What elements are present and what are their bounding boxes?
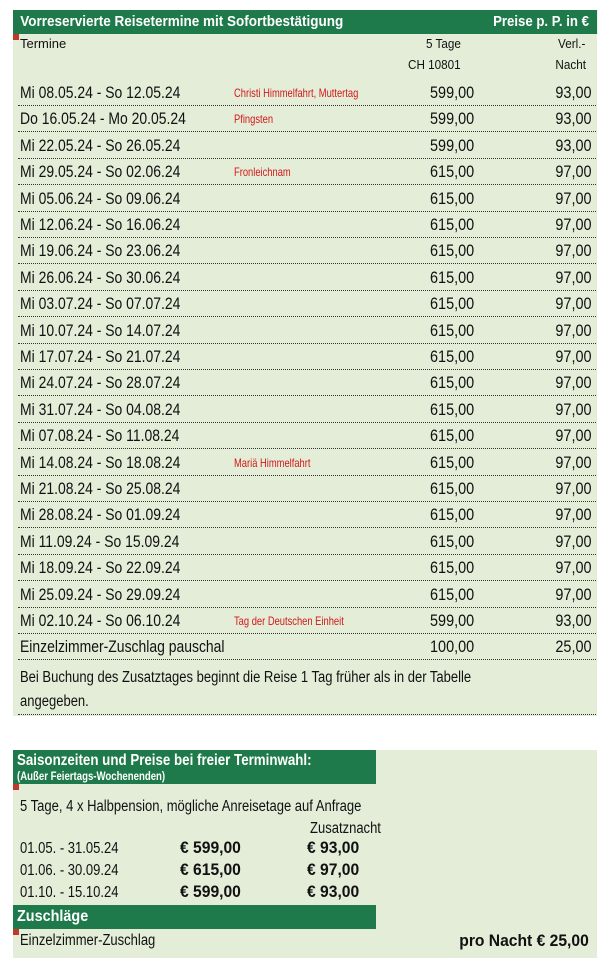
col-extra-night-header: Zusatznacht (310, 820, 381, 837)
price-5-days: 615,00 (430, 584, 475, 604)
date-row (18, 159, 596, 185)
price-extra-night: 97,00 (555, 452, 592, 472)
price-5-days: 615,00 (430, 558, 475, 578)
date-row (18, 265, 596, 291)
date-range: Mi 14.08.24 - So 18.08.24 (20, 452, 181, 472)
date-row (18, 423, 596, 449)
date-row (18, 186, 596, 212)
price-extra-night: 97,00 (555, 294, 592, 314)
price-extra-night: 97,00 (555, 479, 592, 498)
date-range: Mi 28.08.24 - So 01.09.24 (20, 505, 181, 525)
price-extra-night: 97,00 (555, 215, 592, 234)
price-extra-night: 97,00 (555, 162, 592, 182)
date-range: Mi 31.07.24 - So 04.08.24 (20, 399, 181, 419)
corner-marker (13, 784, 19, 790)
price-extra-night: 97,00 (555, 505, 592, 525)
season-range: 01.05. - 31.05.24 (20, 840, 119, 857)
single-room-surcharge-label: Einzelzimmer-Zuschlag (20, 932, 156, 949)
free-dates-panel (13, 750, 597, 958)
price-5-days: 615,00 (430, 373, 475, 393)
price-5-days: 615,00 (430, 347, 475, 366)
booking-note (20, 666, 580, 714)
date-range: Mi 10.07.24 - So 14.07.24 (20, 320, 181, 340)
price-5-days: 615,00 (430, 215, 475, 234)
date-range: Mi 11.09.24 - So 15.09.24 (20, 531, 180, 551)
date-row (18, 291, 596, 317)
booking-note-line-1: Bei Buchung des Zusatztages beginnt die Reise 1 Tag früher als in der Tabelle (20, 669, 472, 686)
corner-marker (13, 929, 19, 935)
season-price: € 599,00 (180, 838, 241, 857)
free-dates-header (13, 750, 376, 784)
price-extra-night: 97,00 (555, 373, 592, 393)
price-extra-night: 93,00 (555, 135, 592, 155)
date-range: Do 16.05.24 - Mo 20.05.24 (20, 109, 186, 129)
date-range: Mi 18.09.24 - So 22.09.24 (20, 558, 181, 578)
season-extra-night: € 97,00 (307, 860, 360, 879)
holiday-note: Christi Himmelfahrt, Muttertag (234, 86, 359, 100)
date-range: Mi 08.05.24 - So 12.05.24 (20, 83, 181, 102)
date-range: Mi 17.07.24 - So 21.07.24 (20, 347, 181, 366)
date-row (18, 370, 596, 396)
price-extra-night: 97,00 (555, 347, 592, 366)
price-extra-night: 93,00 (555, 109, 592, 129)
date-range: Mi 03.07.24 - So 07.07.24 (20, 294, 181, 314)
price-extra-night: 25,00 (555, 637, 592, 657)
holiday-note: Fronleichnam (234, 165, 291, 180)
season-price: € 615,00 (180, 860, 241, 879)
price-5-days: 599,00 (430, 83, 475, 102)
price-extra-night: 97,00 (555, 320, 592, 340)
date-row (18, 212, 596, 238)
price-extra-night: 97,00 (555, 558, 592, 578)
fixed-dates-title: Vorreservierte Reisetermine mit Sofortbestätigung (20, 13, 344, 30)
price-5-days: 615,00 (430, 452, 475, 472)
date-row (18, 133, 596, 159)
price-extra-night: 97,00 (555, 188, 592, 208)
price-5-days: 615,00 (430, 294, 475, 314)
date-row (18, 80, 596, 106)
col-ext-header: Verl.- (557, 36, 585, 51)
price-extra-night: 93,00 (555, 83, 592, 102)
holiday-note: Pfingsten (234, 112, 274, 127)
panel-bottom-rule (18, 714, 596, 715)
price-5-days: 100,00 (430, 637, 475, 657)
date-row (18, 582, 596, 608)
price-5-days: 599,00 (430, 611, 475, 630)
price-5-days: 599,00 (430, 135, 475, 155)
date-row (18, 608, 596, 634)
price-5-days: 615,00 (430, 426, 475, 446)
date-row (18, 397, 596, 423)
date-range: Mi 22.05.24 - So 26.05.24 (20, 135, 181, 155)
price-5-days: 615,00 (430, 267, 475, 287)
fixed-dates-panel (13, 10, 597, 716)
date-range: Mi 07.08.24 - So 11.08.24 (20, 426, 180, 446)
price-extra-night: 97,00 (555, 267, 592, 287)
date-row (18, 476, 596, 502)
date-row (18, 450, 596, 476)
booking-note-line-2: angegeben. (20, 693, 89, 710)
holiday-note: Tag der Deutschen Einheit (234, 614, 344, 628)
surcharges-title: Zuschläge (17, 908, 89, 925)
date-range: Mi 12.06.24 - So 16.06.24 (20, 215, 181, 234)
price-extra-night: 97,00 (555, 426, 592, 446)
season-extra-night: € 93,00 (307, 838, 360, 857)
date-range: Mi 25.09.24 - So 29.09.24 (20, 584, 181, 604)
free-dates-title: Saisonzeiten und Preise bei freier Terminwahl: (17, 752, 312, 769)
prices-note: Preise p. P. in € (493, 13, 589, 30)
date-range: Mi 05.06.24 - So 09.06.24 (20, 188, 181, 208)
date-range: Mi 21.08.24 - So 25.08.24 (20, 479, 181, 498)
date-row (18, 318, 596, 344)
date-range: Mi 29.05.24 - So 02.06.24 (20, 162, 181, 182)
date-row (18, 555, 596, 581)
date-row (18, 529, 596, 555)
date-row (18, 344, 596, 370)
season-extra-night: € 93,00 (307, 882, 360, 901)
season-range: 01.10. - 15.10.24 (20, 884, 119, 901)
date-range: Einzelzimmer-Zuschlag pauschal (20, 637, 225, 657)
price-5-days: 615,00 (430, 399, 475, 419)
price-5-days: 599,00 (430, 109, 475, 129)
price-5-days: 615,00 (430, 531, 475, 551)
price-extra-night: 93,00 (555, 611, 592, 630)
col-code-header: CH 10801 (408, 57, 461, 72)
date-row (18, 238, 596, 264)
price-5-days: 615,00 (430, 505, 475, 525)
price-5-days: 615,00 (430, 162, 475, 182)
price-5-days: 615,00 (430, 479, 475, 498)
price-extra-night: 97,00 (555, 241, 592, 261)
price-extra-night: 97,00 (555, 531, 592, 551)
price-extra-night: 97,00 (555, 584, 592, 604)
date-range: Mi 26.06.24 - So 30.06.24 (20, 267, 181, 287)
date-range: Mi 24.07.24 - So 28.07.24 (20, 373, 181, 393)
package-description: 5 Tage, 4 x Halbpension, mögliche Anreisetage auf Anfrage (20, 798, 362, 815)
single-room-surcharge-value: pro Nacht € 25,00 (459, 931, 589, 950)
price-5-days: 615,00 (430, 188, 475, 208)
price-5-days: 615,00 (430, 241, 475, 261)
date-range: Mi 19.06.24 - So 23.06.24 (20, 241, 181, 261)
free-dates-subtitle: (Außer Feiertags-Wochenenden) (17, 769, 166, 783)
price-5-days: 615,00 (430, 320, 475, 340)
corner-marker (13, 34, 19, 40)
season-range: 01.06. - 30.09.24 (20, 862, 119, 879)
date-row (18, 502, 596, 528)
price-extra-night: 97,00 (555, 399, 592, 419)
col-night-header: Nacht (555, 57, 586, 72)
date-range: Mi 02.10.24 - So 06.10.24 (20, 611, 181, 630)
col-dates-header: Termine (20, 36, 67, 51)
col-5days-header: 5 Tage (426, 36, 461, 51)
surcharges-header (13, 905, 376, 929)
season-price: € 599,00 (180, 882, 241, 901)
date-row (18, 106, 596, 132)
surcharge-row (18, 634, 596, 660)
holiday-note: Mariä Himmelfahrt (234, 455, 311, 470)
